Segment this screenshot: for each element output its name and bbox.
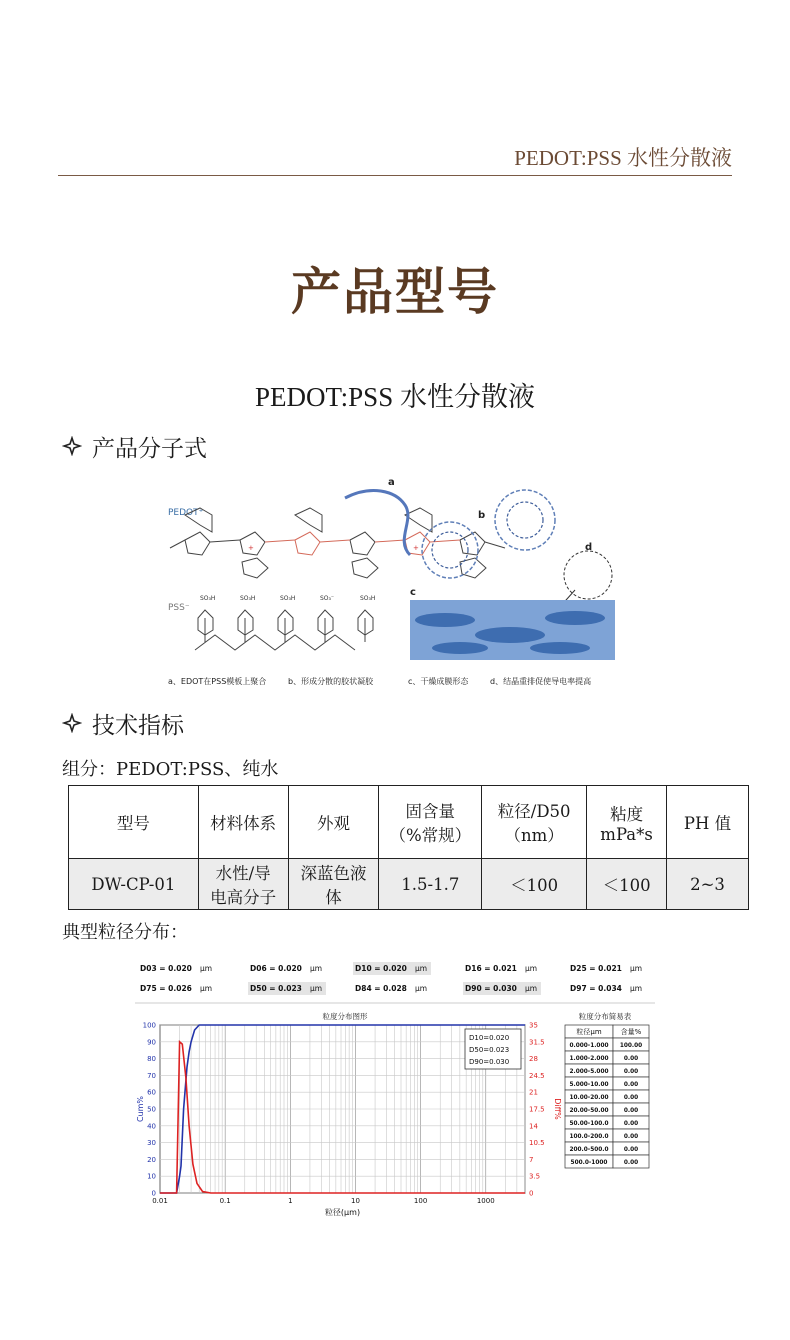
- spec-table: [68, 785, 749, 910]
- diamond-sparkle-icon: [62, 713, 84, 739]
- stat-value: D75 = 0.026: [140, 984, 192, 993]
- y-tick-label: 60: [147, 1088, 156, 1097]
- stat-value: D90 = 0.030: [465, 984, 517, 993]
- y-tick-label: 80: [147, 1055, 156, 1064]
- header-appearance: 外观: [288, 786, 379, 859]
- table-header-row: [69, 786, 749, 859]
- stat-unit: μm: [310, 984, 323, 993]
- side-table-text: 0.00: [623, 1147, 639, 1153]
- side-table-text: 0.000-1.000: [569, 1043, 609, 1049]
- stat-unit: μm: [525, 984, 538, 993]
- document-title: PEDOT:PSS 水性分散液: [255, 382, 535, 412]
- y-tick-label: 40: [147, 1122, 156, 1131]
- y2-tick-label: 14: [529, 1122, 538, 1131]
- y-tick-label: 30: [147, 1139, 156, 1148]
- table-row: [69, 859, 749, 910]
- cell-appearance: 深蓝色液 体: [288, 859, 379, 910]
- cell-particle-size: ＜100: [482, 859, 587, 910]
- caption-b: b、形成分散的胶状凝胶: [288, 677, 374, 686]
- figure-letter-b: b: [478, 510, 486, 521]
- svg-text:SO₃H: SO₃H: [280, 595, 296, 602]
- header-ph: PH 值: [667, 786, 749, 859]
- svg-text:SO₃H: SO₃H: [360, 595, 376, 602]
- gel-cluster-2: [495, 490, 555, 550]
- side-table-text: 含量%: [620, 1028, 642, 1036]
- figure-letter-d: d: [585, 542, 593, 553]
- stat-value: D84 = 0.028: [355, 984, 407, 993]
- cell-ph: 2~3: [667, 859, 749, 910]
- side-table-text: 100.00: [619, 1043, 643, 1049]
- section-heading-formula: [62, 430, 207, 463]
- page-title: 产品型号: [291, 263, 499, 321]
- molecular-formula-figure: [160, 470, 630, 695]
- stat-unit: μm: [415, 984, 428, 993]
- pss-label: PSS⁻: [168, 603, 190, 613]
- y2-tick-label: 21: [529, 1088, 538, 1097]
- y2-tick-label: 31.5: [529, 1038, 545, 1047]
- header-model: 型号: [69, 786, 199, 859]
- side-table-text: 粒径μm: [576, 1028, 602, 1036]
- y-axis-label: Cum%: [136, 1095, 145, 1123]
- stat-value: D50 = 0.023: [250, 984, 302, 993]
- stat-value: D06 = 0.020: [250, 964, 302, 973]
- stat-unit: μm: [525, 964, 538, 973]
- figure-letter-c: c: [410, 587, 416, 598]
- side-table-text: 0.00: [623, 1134, 639, 1140]
- x-tick-label: 0.1: [219, 1197, 231, 1205]
- y2-tick-label: 24.5: [529, 1071, 545, 1080]
- cell-model: DW-CP-01: [69, 859, 199, 910]
- y-tick-label: 100: [142, 1021, 156, 1030]
- chart-title: 粒度分布图形: [322, 1012, 368, 1021]
- side-table-text: 10.00-20.00: [569, 1095, 609, 1101]
- side-table-text: 0.00: [623, 1056, 639, 1062]
- y2-tick-label: 0: [529, 1189, 534, 1198]
- stat-unit: μm: [200, 964, 213, 973]
- pedot-chain: [170, 508, 505, 578]
- header-divider: [58, 175, 732, 176]
- side-table-text: 0.00: [623, 1160, 639, 1166]
- y-tick-label: 0: [151, 1189, 156, 1198]
- x-tick-label: 0.01: [152, 1197, 168, 1205]
- legend-entry: D90=0.030: [469, 1058, 510, 1066]
- diamond-sparkle-icon: [62, 436, 84, 462]
- y-tick-label: 90: [147, 1038, 156, 1047]
- x-axis-label: 粒径(μm): [324, 1208, 361, 1217]
- y-tick-label: 50: [147, 1105, 156, 1114]
- side-table-text: 0.00: [623, 1082, 639, 1088]
- side-table-text: 1.000-2.000: [569, 1056, 609, 1062]
- svg-text:SO₃⁻: SO₃⁻: [320, 595, 335, 602]
- gel-cluster-1: [422, 522, 478, 578]
- caption-c: c、干燥成膜形态: [408, 677, 469, 686]
- stat-unit: μm: [630, 964, 643, 973]
- legend-entry: D10=0.020: [469, 1034, 510, 1042]
- x-tick-label: 1000: [476, 1197, 495, 1205]
- y2-axis-label: Diff%: [553, 1098, 562, 1120]
- components-text: 组分：PEDOT:PSS、纯水: [62, 759, 279, 780]
- side-table-text: 500.0-1000: [570, 1160, 608, 1166]
- svg-text:SO₃H: SO₃H: [200, 595, 216, 602]
- svg-text:SO₃H: SO₃H: [240, 595, 256, 602]
- cell-viscosity: ＜100: [587, 859, 667, 910]
- distribution-side-table: [565, 1025, 649, 1168]
- header-particle-size: 粒径/D50 （nm）: [482, 786, 587, 859]
- svg-text:+: +: [413, 544, 419, 552]
- stat-value: D25 = 0.021: [570, 964, 622, 973]
- side-table-text: 0.00: [623, 1069, 639, 1075]
- distribution-chart: [136, 1022, 562, 1218]
- legend-entry: D50=0.023: [469, 1046, 510, 1054]
- distribution-label: 典型粒径分布：: [62, 922, 188, 943]
- caption-a: a、EDOT在PSS模板上聚合: [168, 677, 267, 686]
- section-label: 产品分子式: [92, 436, 207, 462]
- side-table-text: 0.00: [623, 1108, 639, 1114]
- stat-value: D97 = 0.034: [570, 984, 622, 993]
- x-tick-label: 100: [413, 1197, 428, 1205]
- x-tick-label: 10: [351, 1197, 360, 1205]
- stats-rows: [140, 962, 642, 995]
- y2-tick-label: 17.5: [529, 1105, 545, 1114]
- y2-tick-label: 28: [529, 1055, 538, 1064]
- header-solid-content: 固含量 （%常规）: [379, 786, 482, 859]
- stat-value: D03 = 0.020: [140, 964, 192, 973]
- y2-tick-label: 3.5: [529, 1172, 541, 1181]
- header-material: 材料体系: [198, 786, 288, 859]
- y-tick-label: 20: [147, 1155, 156, 1164]
- side-table-text: 100.0-200.0: [569, 1134, 609, 1140]
- stat-value: D16 = 0.021: [465, 964, 517, 973]
- y2-tick-label: 35: [529, 1021, 538, 1030]
- side-table-text: 0.00: [623, 1095, 639, 1101]
- svg-text:+: +: [248, 544, 254, 552]
- header-viscosity: 粘度 mPa*s: [587, 786, 667, 859]
- particle-distribution-panel: [135, 955, 655, 1225]
- side-table-text: 200.0-500.0: [569, 1147, 609, 1153]
- stat-unit: μm: [200, 984, 213, 993]
- header-title: PEDOT:PSS 水性分散液: [514, 146, 732, 170]
- side-table-text: 2.000-5.000: [569, 1069, 609, 1075]
- y-tick-label: 70: [147, 1071, 156, 1080]
- y2-tick-label: 10.5: [529, 1139, 545, 1148]
- side-table-text: 20.00-50.00: [569, 1108, 609, 1114]
- section-label: 技术指标: [92, 713, 184, 739]
- side-table-title: 粒度分布简易表: [578, 1012, 632, 1021]
- section-heading-specs: [62, 707, 184, 740]
- y2-tick-label: 7: [529, 1155, 534, 1164]
- stat-unit: μm: [310, 964, 323, 973]
- pedot-label: PEDOT⁺: [168, 508, 204, 518]
- side-table-text: 0.00: [623, 1121, 639, 1127]
- caption-d: d、结晶重排促使导电率提高: [490, 677, 592, 686]
- cell-solid-content: 1.5-1.7: [379, 859, 482, 910]
- pss-chain: [195, 610, 373, 650]
- figure-letter-a: a: [388, 477, 395, 488]
- side-table-text: 50.00-100.0: [569, 1121, 609, 1127]
- stat-unit: μm: [630, 984, 643, 993]
- side-table-text: 5.000-10.00: [569, 1082, 609, 1088]
- y-tick-label: 10: [147, 1172, 156, 1181]
- stat-value: D10 = 0.020: [355, 964, 407, 973]
- stat-unit: μm: [415, 964, 428, 973]
- x-tick-label: 1: [288, 1197, 293, 1205]
- cell-material: 水性/导 电高分子: [198, 859, 288, 910]
